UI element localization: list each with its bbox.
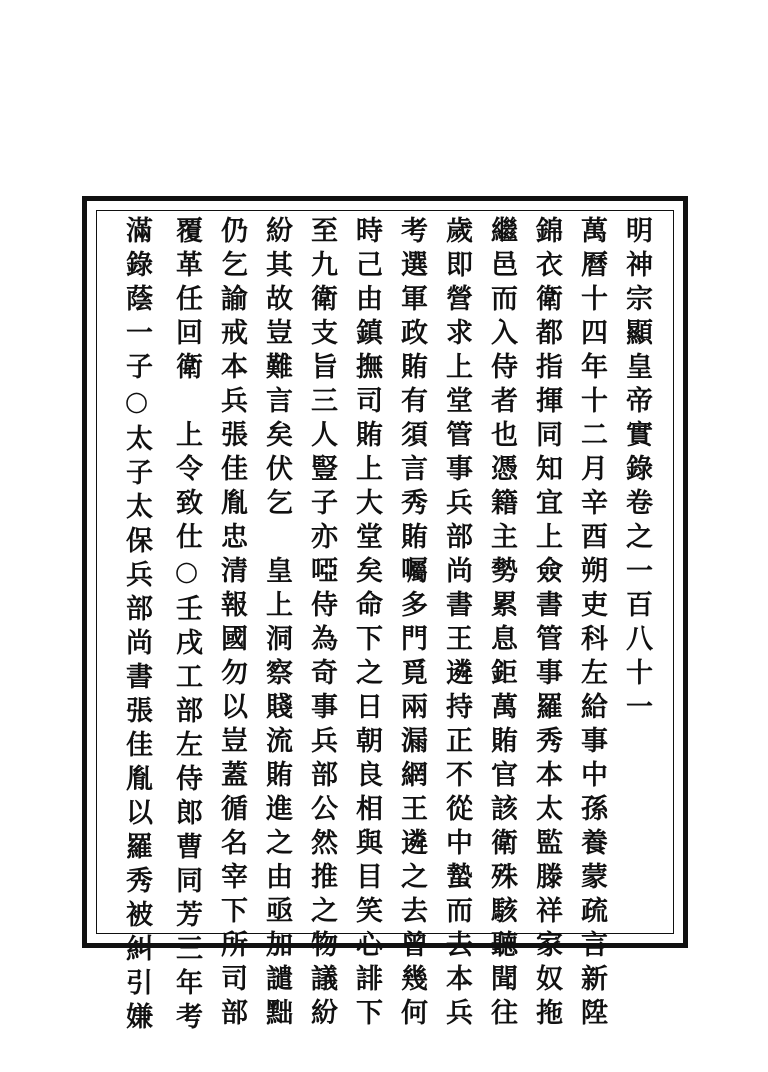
text-column-4: 繼邑而入侍者也憑籍主勢累息鉅萬賄官該衛殊駭聽聞往 bbox=[486, 216, 517, 1032]
text-column-7: 時己由鎮撫司賄上大堂矣命下之日朝良相與目笑心誹下 bbox=[351, 216, 382, 1032]
text-column-6: 考選軍政賄有須言秀賄囑多門覓兩漏網王遴之去曾幾何 bbox=[396, 216, 427, 1032]
text-column-12: 滿錄蔭一子○太子太保兵部尚書張佳胤以羅秀被糾引嫌 bbox=[121, 216, 152, 1036]
text-column-10: 仍乞諭戒本兵張佳胤忠清報國勿以豈蓋循名宰下所司部 bbox=[216, 216, 247, 1032]
text-column-9: 紛其故豈難言矣伏乞 皇上洞察賤流賄進之由亟加譴黜 bbox=[261, 216, 292, 1032]
text-column-3: 錦衣衛都指揮同知宜上僉書管事羅秀本太監滕祥家奴拖 bbox=[531, 216, 562, 1032]
text-column-8: 至九衛支旨三人豎子亦啞侍為奇事兵部公然推之物議紛 bbox=[306, 216, 337, 1032]
text-column-2: 萬曆十四年十二月辛酉朔吏科左給事中孫養蒙疏言新陞 bbox=[576, 216, 607, 1032]
text-column-11: 覆革任回衛 上令致仕○壬戌工部左侍郎曹同芳三年考 bbox=[171, 216, 202, 1036]
text-column-1: 明神宗顯皇帝實錄卷之一百八十一 bbox=[621, 216, 652, 726]
text-column-5: 歲即營求上堂管事兵部尚書王遴持正不從中蟄而去本兵 bbox=[441, 216, 472, 1032]
